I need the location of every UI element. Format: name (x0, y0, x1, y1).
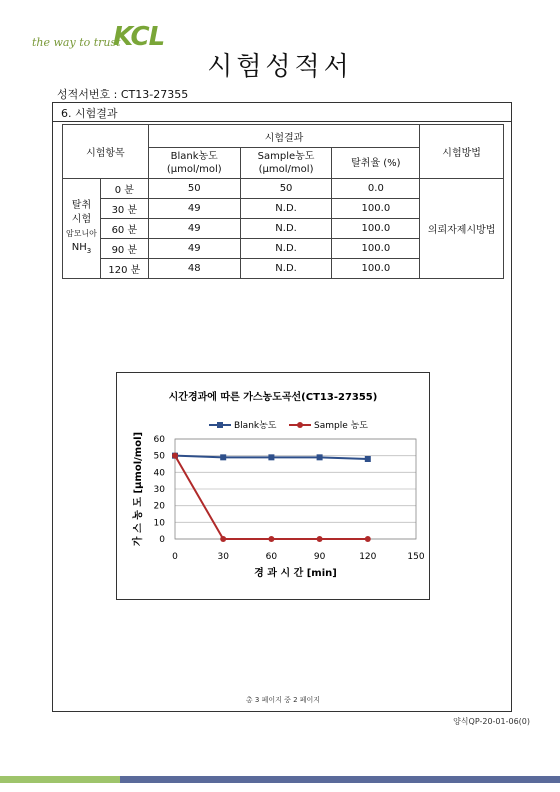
y-axis-label: 가 스 농 도 [μmol/mol] (133, 431, 144, 547)
section-title: 6. 시험결과 (61, 107, 118, 120)
x-tick-0: 0 (172, 552, 178, 562)
footer-band-blue (120, 776, 560, 783)
data-point-1-1 (220, 536, 226, 542)
header-sample-label: Sample농도 (257, 151, 315, 162)
x-tick-60: 60 (265, 552, 278, 562)
row-blank: 50 (148, 179, 240, 199)
row-blank: 49 (148, 219, 240, 239)
row-blank: 49 (148, 199, 240, 219)
row-sample: N.D. (240, 199, 332, 219)
series-line-1 (175, 456, 368, 539)
x-tick-90: 90 (313, 552, 326, 562)
data-point-1-2 (268, 536, 274, 542)
x-axis-label: 경 과 시 간 [min] (254, 568, 337, 579)
certificate-number-label: 성적서번호 : (57, 88, 118, 101)
legend-marker-0 (217, 422, 223, 428)
item-label (63, 179, 101, 279)
row-removal: 100.0 (332, 239, 420, 259)
row-sample: N.D. (240, 259, 332, 279)
item-label-line2: 시험 (71, 214, 92, 225)
y-tick-20: 20 (153, 501, 165, 512)
header-sample (240, 148, 332, 179)
page-counter: 총 3 페이지 중 2 페이지 (245, 696, 321, 704)
form-number: 양식QP-20-01-06(0) (453, 717, 530, 726)
data-point-0-1 (220, 454, 226, 460)
data-point-0-4 (365, 456, 371, 462)
y-tick-0: 0 (159, 535, 165, 545)
legend-label-1: Sample 농도 (314, 421, 368, 431)
test-method-value: 의뢰자제시방법 (420, 179, 504, 279)
document-title: 시험성적서 (207, 52, 353, 82)
header-test-item: 시험항목 (63, 125, 149, 179)
data-point-0-3 (317, 454, 323, 460)
item-label-formula-sub: 3 (86, 247, 92, 255)
row-time: 0 분 (100, 179, 148, 199)
header-test-result: 시험결과 (148, 125, 419, 148)
row-blank: 48 (148, 259, 240, 279)
row-time: 30 분 (100, 199, 148, 219)
legend-marker-1 (297, 422, 303, 428)
brand-tagline: the way to trust (32, 36, 121, 49)
header-sample-unit: (μmol/mol) (258, 164, 314, 175)
data-point-1-0 (172, 453, 178, 459)
header-removal-rate: 탈취율 (%) (332, 148, 420, 179)
y-tick-40: 40 (153, 468, 165, 479)
row-sample: N.D. (240, 219, 332, 239)
x-tick-150: 150 (407, 552, 425, 562)
y-tick-60: 60 (153, 435, 165, 445)
row-time: 60 분 (100, 219, 148, 239)
gas-concentration-chart (116, 372, 430, 600)
x-tick-30: 30 (217, 552, 229, 562)
chart-canvas (117, 373, 429, 599)
row-removal: 0.0 (332, 179, 420, 199)
table-row (63, 179, 504, 199)
footer-band-green (0, 776, 120, 783)
item-label-line4 (63, 241, 100, 258)
certificate-number: CT13-27355 (120, 88, 189, 101)
data-point-0-2 (268, 454, 274, 460)
results-frame (52, 102, 512, 712)
header-blank-unit: (μmol/mol) (166, 164, 222, 175)
row-removal: 100.0 (332, 199, 420, 219)
row-sample: N.D. (240, 239, 332, 259)
data-point-1-4 (365, 536, 371, 542)
row-sample: 50 (240, 179, 332, 199)
row-time: 90 분 (100, 239, 148, 259)
item-label-line3: 암모니아 (66, 229, 97, 238)
chart-title: 시간경과에 따른 가스농도곡선(CT13-27355) (168, 392, 378, 403)
x-tick-120: 120 (359, 552, 377, 562)
data-point-1-3 (317, 536, 323, 542)
item-label-line1: 탈취 (71, 200, 92, 211)
y-tick-50: 50 (153, 451, 165, 462)
header-test-method: 시험방법 (420, 125, 504, 179)
item-label-formula: NH (71, 242, 87, 253)
row-time: 120 분 (100, 259, 148, 279)
section-divider (53, 121, 511, 122)
row-blank: 49 (148, 239, 240, 259)
header-blank-label: Blank농도 (170, 151, 218, 162)
legend-label-0: Blank농도 (234, 421, 277, 431)
kcl-logo: KCL (113, 22, 165, 52)
y-tick-30: 30 (153, 485, 165, 495)
row-removal: 100.0 (332, 259, 420, 279)
results-table (62, 124, 504, 279)
row-removal: 100.0 (332, 219, 420, 239)
y-tick-10: 10 (153, 518, 165, 529)
certificate-number-line (57, 86, 188, 102)
header-blank (148, 148, 240, 179)
